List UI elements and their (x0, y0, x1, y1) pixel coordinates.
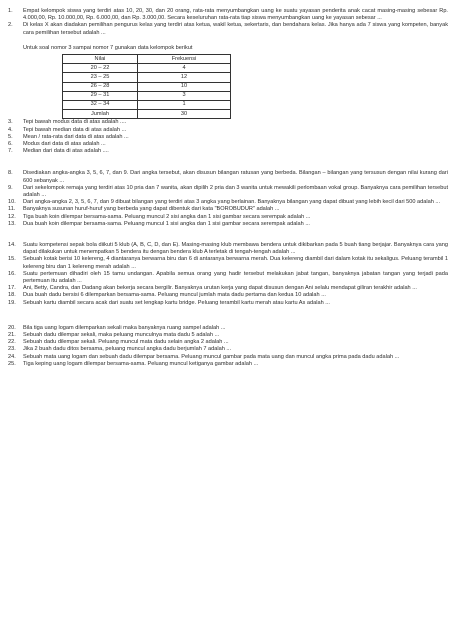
table-cell: 10 (138, 82, 231, 91)
question-text: Ani, Betty, Candra, dan Dadang akan bekerja secara bergilir. Banyaknya urutan kerja yang dapat disusun dengan Ani selalu mendapat giliran terakhir adalah ... (23, 285, 417, 292)
question-item (8, 127, 448, 134)
table-intro: Untuk soal nomor 3 sampai nomor 7 gunakan data kelompok berikut (23, 44, 193, 51)
question-number: 6. (8, 140, 13, 147)
question-text: Sebuah dadu dilempar sekali. Peluang muncul mata dadu selain angka 2 adalah ... (23, 339, 229, 346)
question-item (8, 221, 448, 228)
question-text: Median dari data di atas adalah .... (23, 148, 109, 155)
question-item (8, 325, 448, 332)
question-number: 25. (8, 360, 16, 367)
question-item (8, 148, 448, 155)
table-cell: 26 – 28 (63, 82, 138, 91)
question-number: 23. (8, 346, 16, 353)
question-text: Dari sekelompok remaja yang terdiri atas 10 pria dan 7 wanita, akan dipilih 2 pria dan 3 wanita untuk mewakili perlombaan vokal group. Banyaknya cara pemilihan tersebut adalah ... (23, 184, 448, 198)
question-text: Suatu kompetensi sepak bola diikuti 5 klub (A, B, C, D, dan E). Masing-masing klub membawa bendera untuk dikibarkan pada 5 buah tiang berjajar. Banyaknya cara yang dapat dilakukan untuk menempatkan 5 bendera itu dengan bendera klub A terletak di tengah-tengah adalah ... (23, 241, 448, 256)
question-item (8, 119, 448, 126)
question-text: Tiga buah koin dilempar bersama-sama. Peluang muncul 2 sisi angka dan 1 sisi gambar secara serempak adalah ... (23, 213, 311, 220)
question-number: 16. (8, 270, 16, 277)
question-text: Suatu pertemuan dihadiri oleh 15 tamu undangan. Apabila semua orang yang hadir tersebut melakukan jabat tangan, banyaknya jabatan tangan yang terjadi pada pertemuan itu adalah ... (23, 270, 448, 284)
question-text: Disediakan angka-angka 3, 5, 6, 7, dan 9. Dari angka tersebut, akan disusun bilangan ratusan yang berbeda. Bilangan – bilangan yang tersusun dengan nilai kurang dari 600 sebanyak ... (23, 170, 448, 184)
question-number: 14. (8, 241, 16, 248)
question-item (8, 361, 448, 368)
question-item (8, 242, 448, 256)
question-number: 22. (8, 339, 16, 346)
table-header-cell: Frekuensi (138, 55, 231, 64)
question-text: Empat kelompok siswa yang terdiri atas 10, 20, 30, dan 20 orang, rata-rata menyumbangkan uang ke suatu yayasan penderita anak cacat masing-masing sebesar Rp. 4.000,00, Rp. 10.000,00, Rp. 6.000,00, dan Rp. 3.000,00. Secara keseluruhan rata-rata tiap siswa menyumbangkan uang ke yayasan sebesar ... (23, 8, 448, 22)
questions-group-5 (8, 325, 448, 368)
question-number: 24. (8, 353, 16, 360)
question-number: 3. (8, 119, 13, 126)
table-cell: 3 (138, 91, 231, 100)
question-text: Dari angka-angka 2, 3, 5, 6, 7, dan 9 dibuat bilangan yang terdiri atas 3 angka yang berlainan. Banyaknya bilangan yang dapat dibuat yang lebih kecil dari 500 adalah ... (23, 199, 441, 206)
table-row (63, 64, 231, 73)
question-item (8, 300, 448, 307)
question-item (8, 22, 448, 36)
question-text: Tepi bawah median data di atas adalah ... (23, 126, 127, 133)
table-cell: 32 – 34 (63, 100, 138, 109)
question-text: Tiga keping uang logam dilempar bersama-sama. Peluang muncul ketiganya gambar adalah ... (23, 360, 259, 367)
question-number: 15. (8, 256, 16, 263)
question-text: Di kelas X akan diadakan pemilihan pengurus kelas yang terdiri atas ketua, wakil ketua, sekertaris, dan bendahara kelas. Jika hanya ada 7 siswa yang kompeten, banyak cara pemilihan tersebut adalah ... (23, 22, 448, 36)
question-item (8, 354, 448, 361)
question-item (8, 206, 448, 213)
question-number: 5. (8, 133, 13, 140)
question-item (8, 285, 448, 292)
questions-group-3 (8, 170, 448, 228)
frequency-table (62, 54, 231, 119)
question-number: 13. (8, 220, 16, 227)
questions-group-1 (8, 8, 448, 37)
question-number: 12. (8, 213, 16, 220)
question-number: 11. (8, 206, 16, 213)
questions-group-2 (8, 119, 448, 155)
question-item (8, 256, 448, 270)
section-spacer (8, 228, 448, 242)
table-cell: 1 (138, 100, 231, 109)
table-cell: 29 – 31 (63, 91, 138, 100)
question-text: Sebuah mata uang logam dan sebuah dadu dilempar bersama. Peluang muncul gambar pada mata uang dan muncul angka prima pada dadu adalah ... (23, 353, 400, 360)
question-text: Banyaknya susunan huruf-huruf yang berbeda yang dapat dibentuk dari kata "BOROBUDUR" adalah ... (23, 206, 280, 213)
question-number: 20. (8, 324, 16, 331)
question-number: 21. (8, 332, 16, 338)
question-number: 9. (8, 184, 13, 191)
question-item (8, 185, 448, 199)
question-text: Sebuah kotak berisi 10 kelereng, 4 diantaranya berwarna biru dan 6 di antaranya berwarna merah. Dua kelereng diambil dari dalam kotak itu sekaligus. Peluang terambil 1 kelereng biru dan 1 kelereng merah adalah ... (23, 256, 448, 270)
table-cell: 23 – 25 (63, 73, 138, 82)
section-spacer (8, 307, 448, 325)
question-text: Mean / rata-rata dari data di atas adalah ... (23, 133, 129, 140)
question-text: Dua buah dadu bersisi 6 dilemparkan bersama-sama. Peluang muncul jumlah mata dadu pertama dan kedua 10 adalah ... (23, 292, 326, 299)
question-number: 8. (8, 170, 13, 177)
question-number: 1. (8, 8, 13, 14)
question-text: Bila tiga uang logam dilemparkan sekali maka banyaknya ruang sampel adalah ... (23, 324, 226, 331)
table-row (63, 100, 231, 109)
table-header-row (63, 55, 231, 64)
table-row (63, 73, 231, 82)
table-cell: 20 – 22 (63, 64, 138, 73)
question-number: 17. (8, 285, 16, 292)
question-number: 4. (8, 126, 13, 133)
question-text: Tepi bawah modus data di atas adalah .... (23, 119, 127, 126)
table-row (63, 82, 231, 91)
question-item (8, 332, 448, 339)
question-item (8, 199, 448, 206)
table-cell: 12 (138, 73, 231, 82)
table-total-row (63, 110, 231, 119)
table-cell: 4 (138, 64, 231, 73)
questions-group-4 (8, 242, 448, 307)
question-text: Sebuah kartu diambil secara acak dari suatu set lengkap kartu bridge. Peluang terambil kartu merah atau kartu As adalah ... (23, 299, 330, 306)
question-item (8, 134, 448, 141)
question-item (8, 170, 448, 184)
question-number: 2. (8, 22, 13, 29)
question-item (8, 292, 448, 299)
question-number: 7. (8, 148, 13, 155)
question-number: 10. (8, 199, 16, 206)
table-row (63, 91, 231, 100)
question-item (8, 271, 448, 285)
table-cell: 30 (138, 110, 231, 119)
question-item (8, 346, 448, 353)
section-spacer (8, 155, 448, 170)
question-text: Sebuah dadu dilempar sekali, maka peluang munculnya mata dadu 5 adalah ... (23, 332, 220, 338)
question-text: Modus dari data di atas adalah ... (23, 140, 106, 147)
table-cell: Jumlah (63, 110, 138, 119)
question-item (8, 141, 448, 148)
question-item (8, 339, 448, 346)
question-item (8, 8, 448, 22)
question-item (8, 214, 448, 221)
question-text: Jika 2 buah dadu ditos bersama, peluang muncul angka dadu berjumlah 7 adalah ... (23, 346, 232, 353)
question-number: 19. (8, 299, 16, 306)
table-header-cell: Nilai (63, 55, 138, 64)
question-text: Dua buah koin dilempar bersama-sama. Peluang muncul 1 sisi angka dan 1 sisi gambar secara serempak adalah ... (23, 220, 310, 227)
question-number: 18. (8, 292, 16, 299)
